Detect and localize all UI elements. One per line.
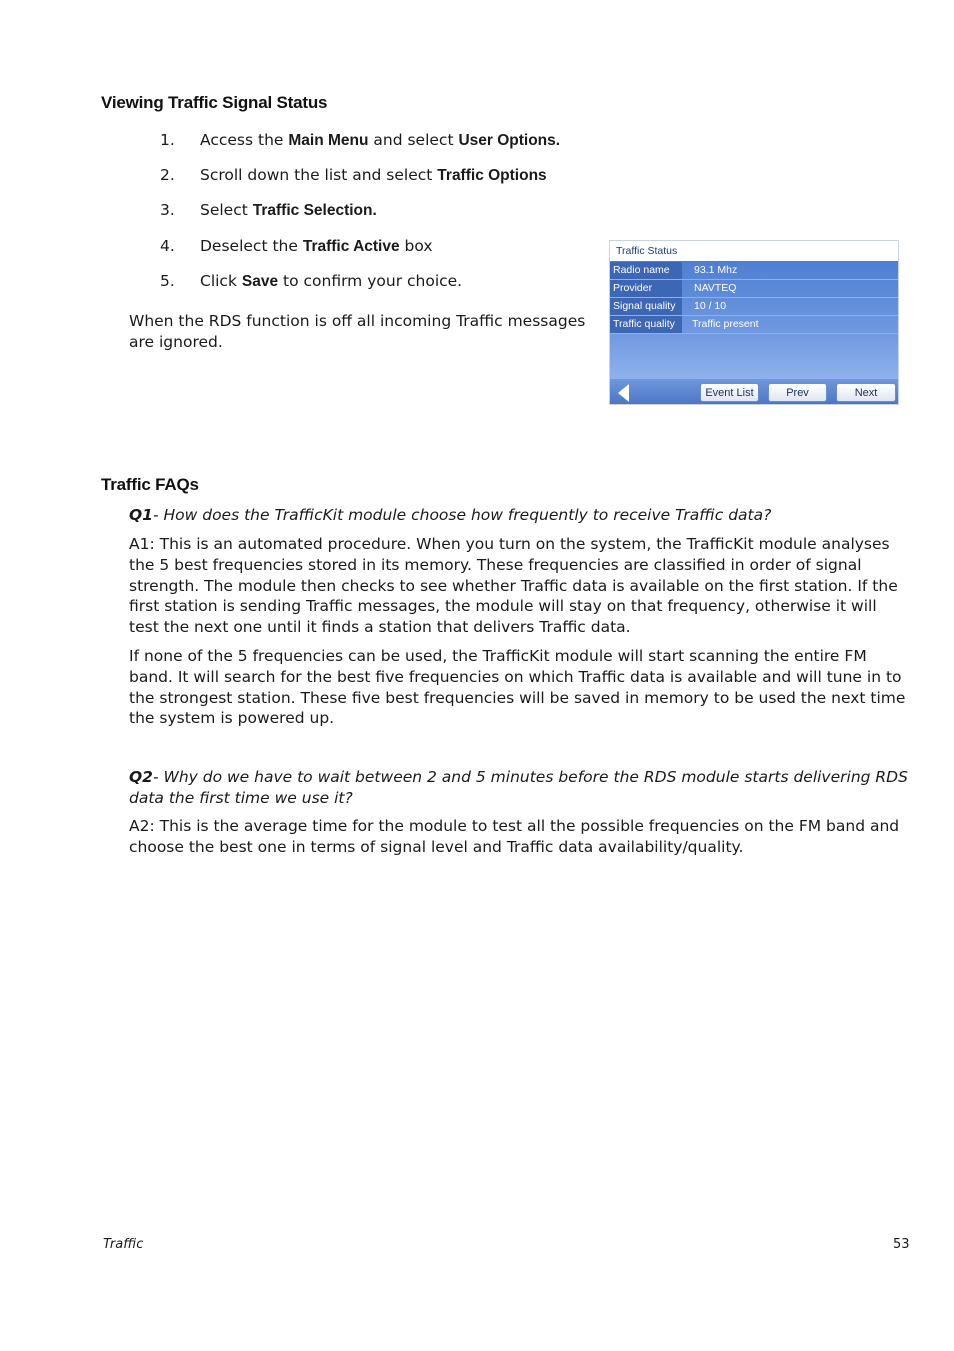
prev-button[interactable]: Prev [768,383,827,402]
question-text: - Why do we have to wait between 2 and 5 minutes before the RDS module starts delivering RDS data the first time we use it? [129,768,908,807]
status-label: Signal quality [610,298,682,315]
status-row-radio-name [610,262,898,280]
step-text: box [399,237,433,255]
status-row-signal-quality [610,298,898,316]
status-value: 10 / 10 [694,300,727,312]
step-text: to confirm your choice. [278,272,463,290]
step-text: Scroll down the list and select [200,166,438,184]
status-value: Traffic present [692,318,759,330]
rds-note: When the RDS function is off all incoming Traffic messages are ignored. [129,312,586,351]
step-bold: Traffic Options [437,167,547,184]
step-text: Click [200,272,242,290]
step-number: 2. [160,166,175,184]
step-1 [160,131,580,150]
step-number: 4. [160,237,175,255]
faq-answer-2: A2: This is the average time for the module to test all the possible frequencies on the FM band and choose the best one in terms of signal level and Traffic data availability/quality. [129,817,900,856]
step-number: 1. [160,131,175,149]
status-row-provider [610,280,898,298]
step-text: Select [200,201,253,219]
faq-answer-1-paragraph-2: If none of the 5 frequencies can be used, the TrafficKit module will start scanning the entire FM band. It will search for the best five frequencies on which Traffic data is available and will tune in to the strongest station. These five best frequencies will be saved in memory to be used the next time the system is powered up. [129,647,906,728]
faq-answer-1-paragraph-1: A1: This is an automated procedure. When you turn on the system, the TrafficKit module analyses the 5 best frequencies stored in its memory. These frequencies are classified in order of signal strength. The module then checks to see whether Traffic data is available on the first station. If the first station is sending Traffic messages, the module will stay on that frequency, otherwise it will test the next one until it finds a station that delivers Traffic data. [129,535,898,637]
status-row-traffic-quality [610,316,898,334]
status-value: 93.1 Mhz [694,264,738,276]
event-list-button[interactable]: Event List [700,383,759,402]
screen-title: Traffic Status [610,241,898,261]
faq-question-1 [129,505,909,526]
page-number: 53 [893,1237,910,1252]
step-bold: Traffic Active [302,238,400,255]
step-bold: Save [241,273,279,290]
step-bold: Main Menu [288,132,369,149]
step-text: and select [368,131,459,149]
faq-question-2 [129,767,909,809]
status-value: NAVTEQ [694,282,737,294]
step-number: 5. [160,272,175,290]
traffic-status-screen [609,240,899,405]
next-button[interactable]: Next [836,383,896,402]
question-label: Q1 [129,506,153,524]
step-2 [160,166,580,185]
step-number: 3. [160,201,175,219]
step-text: Deselect the [200,237,303,255]
back-arrow-icon[interactable] [618,384,629,402]
status-panel [610,261,898,379]
step-text: Access the [200,131,289,149]
section-heading-traffic-faqs: Traffic FAQs [101,475,199,494]
status-label: Radio name [610,262,682,279]
footer-section-name: Traffic [103,1237,144,1252]
step-bold: Traffic Selection. [252,202,377,219]
question-label: Q2 [129,768,153,786]
step-bold: User Options. [458,132,561,149]
question-text: - How does the TrafficKit module choose how frequently to receive Traffic data? [152,506,772,524]
status-label: Provider [610,280,682,297]
status-label: Traffic quality [610,316,682,333]
step-4 [160,237,580,256]
section-heading-viewing-traffic-signal-status: Viewing Traffic Signal Status [101,93,328,112]
step-5 [160,272,580,291]
screen-button-bar [610,379,898,405]
step-3 [160,201,580,220]
